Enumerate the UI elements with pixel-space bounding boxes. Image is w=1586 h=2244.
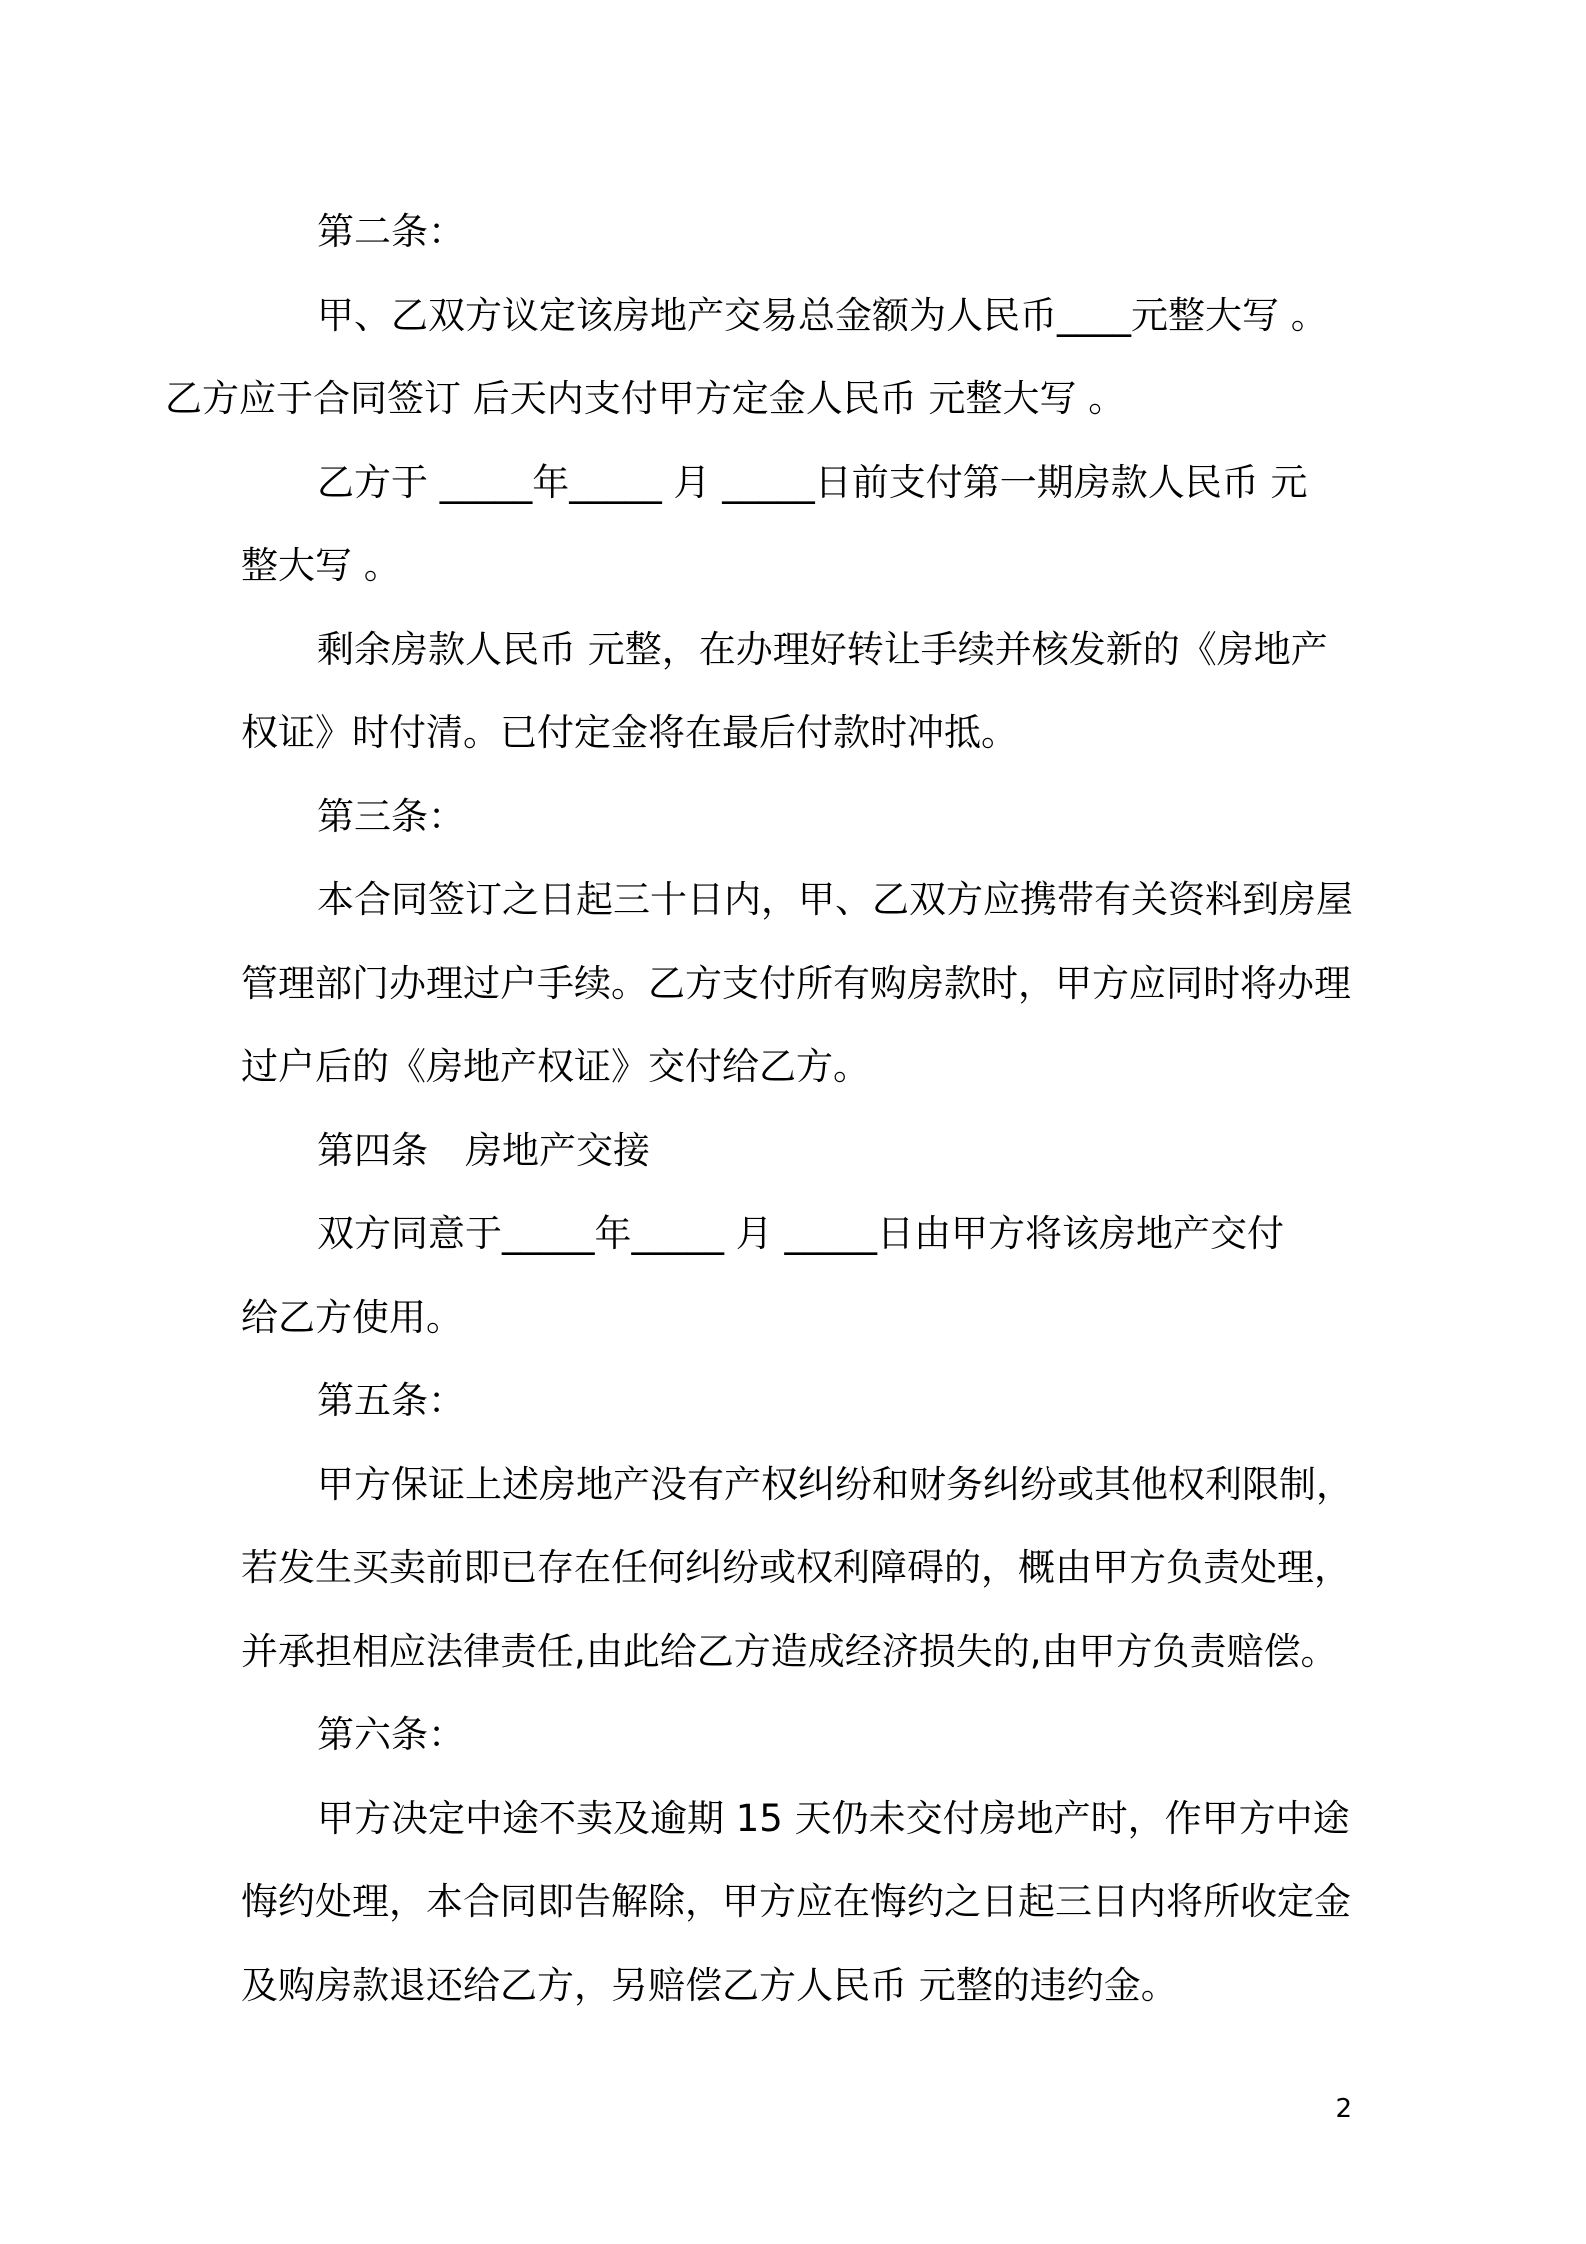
article-6-heading <box>241 1693 1356 1777</box>
text-line: 整大写 。 <box>241 544 401 587</box>
document-body <box>165 190 1356 2027</box>
text-line: 第四条 房地产交接 <box>317 1128 650 1172</box>
article-5-warranty-paragraph <box>241 1443 1356 1694</box>
text-line: 乙方于 _____年_____ 月 _____日前支付第一期房款人民币 元 <box>317 460 1308 504</box>
text-line: 甲方保证上述房地产没有产权纠纷和财务纠纷或其他权利限制， <box>317 1462 1353 1506</box>
article-4-heading <box>241 1109 1356 1193</box>
text-line: 若发生买卖前即已存在任何纠纷或权利障碍的，概由甲方负责处理， <box>241 1546 1351 1589</box>
text-line: 乙方应于合同签订 后天内支付甲方定金人民币 元整大写 。 <box>165 377 1126 420</box>
article-2-heading <box>241 190 1356 274</box>
article-4-handover-paragraph <box>241 1192 1356 1359</box>
text-line: 第三条： <box>317 794 465 838</box>
article-3-heading <box>241 775 1356 859</box>
text-line: 剩余房款人民币 元整，在办理好转让手续并核发新的《房地产 <box>317 627 1328 671</box>
article-3-transfer-paragraph <box>241 858 1356 1109</box>
page-number: 2 <box>1335 2094 1352 2124</box>
article-5-heading <box>241 1359 1356 1443</box>
article-2-remaining-payment-paragraph <box>241 608 1356 775</box>
text-line: 并承担相应法律责任,由此给乙方造成经济损失的,由甲方负责赔偿。 <box>241 1629 1338 1673</box>
text-line: 及购房款退还给乙方，另赔偿乙方人民币 元整的违约金。 <box>241 1963 1178 2007</box>
article-2-first-payment-paragraph <box>241 441 1356 608</box>
text-line: 第二条： <box>317 210 465 253</box>
text-line: 本合同签订之日起三十日内，甲、乙双方应携带有关资料到房屋 <box>317 878 1353 921</box>
text-line: 过户后的《房地产权证》交付给乙方。 <box>241 1045 870 1088</box>
article-6-breach-paragraph <box>241 1777 1356 2028</box>
text-line: 给乙方使用。 <box>241 1295 463 1339</box>
text-line: 权证》时付清。已付定金将在最后付款时冲抵。 <box>241 711 1018 754</box>
article-2-price-paragraph <box>165 274 1356 441</box>
text-line: 管理部门办理过户手续。乙方支付所有购房款时，甲方应同时将办理 <box>241 961 1351 1005</box>
text-line: 双方同意于_____年_____ 月 _____日由甲方将该房地产交付 <box>317 1212 1285 1255</box>
text-line: 第六条： <box>317 1713 465 1756</box>
text-line: 第五条： <box>317 1379 465 1422</box>
text-line: 悔约处理，本合同即告解除，甲方应在悔约之日起三日内将所收定金 <box>241 1880 1351 1923</box>
text-line: 甲、乙双方议定该房地产交易总金额为人民币____元整大写 。 <box>317 293 1328 337</box>
text-line: 甲方决定中途不卖及逾期 15 天仍未交付房地产时，作甲方中途 <box>317 1796 1350 1840</box>
